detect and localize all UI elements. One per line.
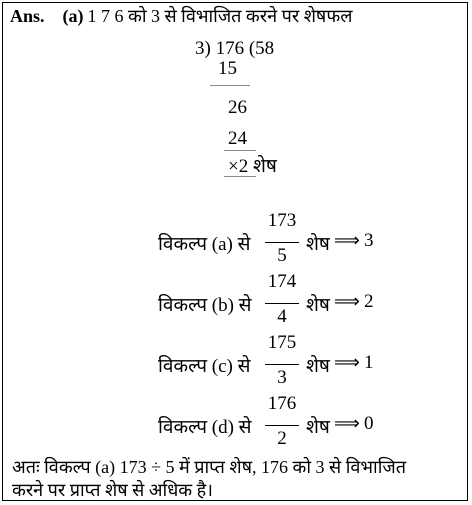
option-fraction-bar (265, 242, 299, 243)
option-remainder-word: शेष (306, 295, 330, 316)
option-label: विकल्प (d) से (158, 417, 252, 438)
option-fraction-bar (265, 364, 299, 365)
division-step-2: 26 (228, 97, 247, 118)
option-result: 1 (364, 352, 374, 373)
option-numerator: 174 (267, 271, 297, 292)
answer-heading-text: 1 7 6 को 3 से विभाजित करने पर शेषफल (87, 6, 353, 26)
option-label: विकल्प (c) से (158, 356, 251, 377)
option-fraction-bar (265, 303, 299, 304)
division-rule-1 (210, 85, 250, 86)
answer-heading (10, 4, 352, 28)
option-remainder-word: शेष (306, 417, 330, 438)
option-remainder-word: शेष (306, 234, 330, 255)
option-denominator: 3 (277, 367, 287, 388)
option-remainder-word: शेष (306, 356, 330, 377)
division-remainder (228, 152, 277, 178)
conclusion-line-2: करने पर प्राप्त शेष से अधिक है। (12, 480, 213, 500)
answer-option: (a) (62, 6, 84, 26)
option-denominator: 5 (277, 245, 287, 266)
option-result: 2 (364, 291, 374, 312)
conclusion-line-1: अतः विकल्प (a) 173 ÷ 5 में प्राप्त शेष, 176 को 3 से विभाजित (12, 457, 406, 477)
option-result: 3 (364, 230, 374, 251)
remainder-word: शेष (252, 156, 277, 177)
remainder-value: ×2 (228, 156, 249, 177)
division-step-1: 15 (218, 58, 237, 79)
division-rule-3 (224, 176, 256, 177)
implies-arrow-icon: ⟹ (334, 230, 360, 251)
option-denominator: 4 (277, 306, 287, 327)
option-label: विकल्प (a) से (158, 234, 251, 255)
implies-arrow-icon: ⟹ (334, 291, 360, 312)
option-result: 0 (364, 413, 374, 434)
option-numerator: 175 (267, 332, 297, 353)
division-step-3: 24 (228, 128, 247, 149)
division-line: 3) 176 (58 (195, 38, 275, 59)
option-denominator: 2 (277, 428, 287, 449)
option-numerator: 176 (267, 393, 297, 414)
ans-label: Ans. (10, 6, 45, 26)
option-label: विकल्प (b) से (158, 295, 252, 316)
option-numerator: 173 (267, 210, 297, 231)
implies-arrow-icon: ⟹ (334, 413, 360, 434)
division-rule-2 (224, 150, 256, 151)
option-fraction-bar (265, 425, 299, 426)
implies-arrow-icon: ⟹ (334, 352, 360, 373)
